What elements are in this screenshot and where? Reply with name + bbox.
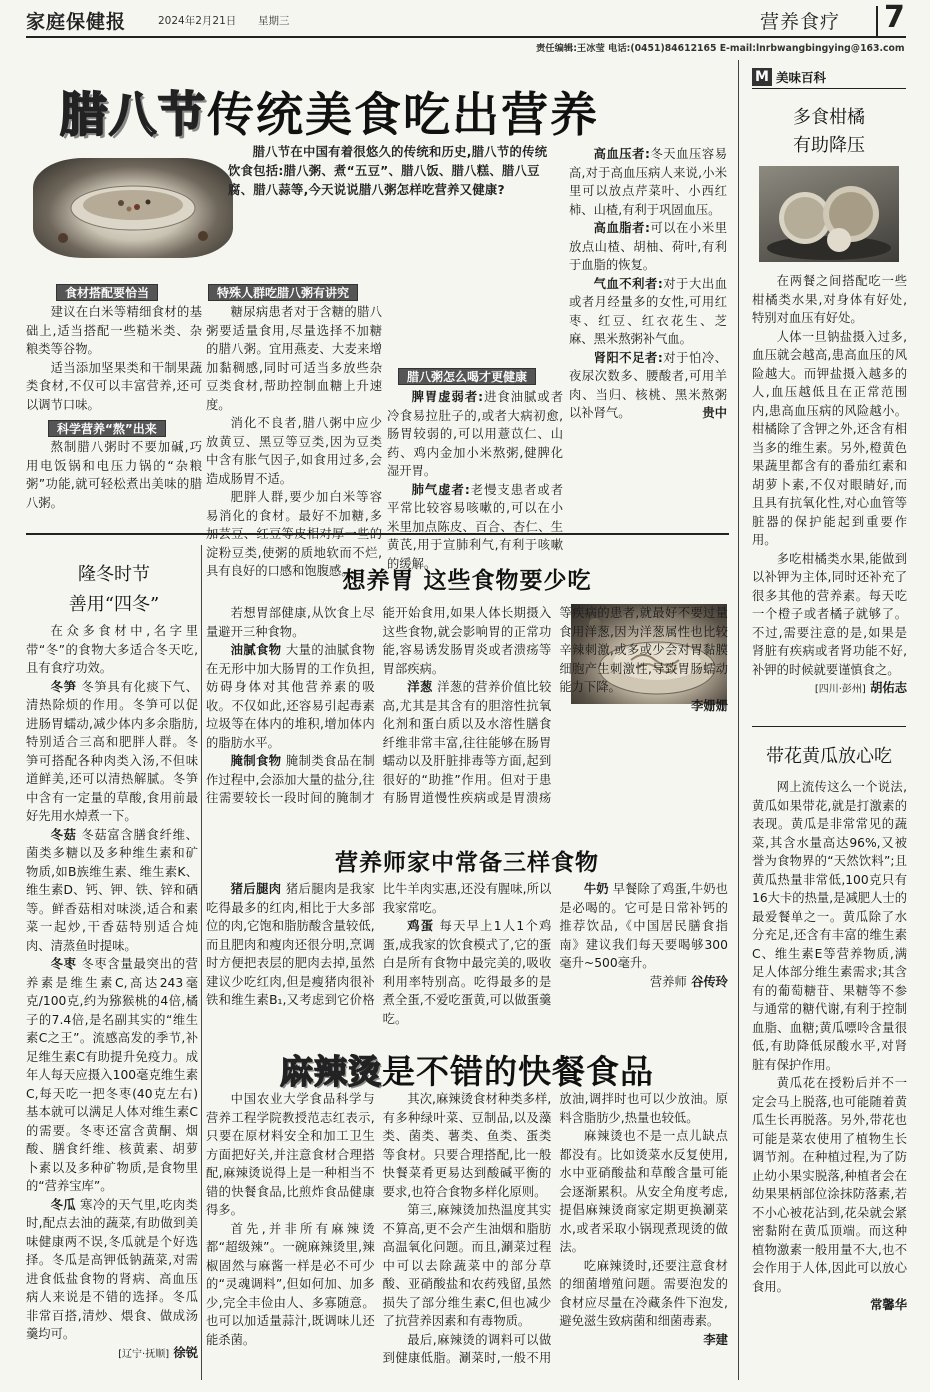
a3-p1: 在众多食材中,名字里带“冬”的食物大多适合冬天吃,且有食疗功效。 — [26, 624, 198, 675]
a2-p1: 在两餐之间搭配吃一些柑橘类水果,对身体有好处,特别对血压有好处。 — [752, 274, 907, 325]
a1-p11: 对于大出血或者月经量多的女性,可用红枣、红豆、红衣花生、芝麻、黑米熬粥补气血。 — [569, 276, 727, 346]
right-column-divider — [738, 60, 739, 1380]
a5-k3: 牛奶 — [583, 882, 609, 896]
a1-k12: 肾阳不足者: — [593, 350, 663, 365]
a5-role: 营养师 — [649, 974, 687, 989]
a5-p3: 早餐除了鸡蛋,牛奶也是必喝的。它可是日常补钙的推荐饮品,《中国居民膳食指南》建议我们每天要喝够300毫升~500毫升。 — [559, 882, 728, 970]
a5-k2: 鸡蛋 — [407, 919, 435, 933]
a3-k4: 冬枣 — [50, 957, 77, 971]
a4-author: 李姗姗 — [691, 698, 728, 713]
a1-tag-cooking: 科学营养“熬”出来 — [48, 420, 166, 437]
a1-col4 — [569, 145, 727, 525]
a4-p2: 大量的油腻食物在无形中加大肠胃的工作负担,妨碍身体对其他营养素的吸收。不仅如此,还容易引起毒素垃圾等在体内的堆积,增加体内的脂肪水平。 — [206, 643, 375, 750]
issue-date: 2024年2月21日 — [158, 15, 237, 27]
a2-bottom-rule — [752, 726, 906, 727]
a6-headline-rest: 是不错的快餐食品 — [382, 1052, 654, 1091]
a5-body — [206, 880, 728, 1042]
a3-k5: 冬瓜 — [50, 1197, 76, 1212]
a2-source: [四川·彭州] — [814, 684, 866, 695]
a3-source: [辽宁·抚顺] — [118, 1348, 170, 1360]
a1-p9: 冬天血压容易高,对于高血压病人来说,小米里可以放点芹菜叶、小西红柿、山楂,有利于巩固血压。 — [569, 147, 727, 217]
a7-p2: 黄瓜花在授粉后并不一定会马上脱落,也可能随着黄瓜生长再脱落。另外,带花也可能是菜农使用了植物生长调节剂。在种植过程,为了防止幼小果实脱落,种植者会在幼果果柄部位涂抹防落素,若不小心被花沾到,花朵就会紧密黏附在黄瓜顶端。而这种植物激素一般用量不大,也不会作用于人体,因此可以放心食用。 — [752, 1076, 907, 1294]
masthead — [0, 0, 930, 54]
a1-col3 — [387, 266, 563, 571]
a7-title: 带花黄瓜放心吃 — [766, 746, 892, 767]
a1-tag-how-to-drink: 腊八粥怎么喝才更健康 — [398, 368, 536, 385]
a1-k11: 气血不利者: — [593, 276, 663, 291]
congee-bowl-illustration — [33, 158, 233, 258]
a1-k10: 高血脂者: — [593, 221, 650, 235]
a6-p3: 其次,麻辣烫食材种类多样,有多种绿叶菜、豆制品,以及藻类、菌类、薯类、鱼类、蛋类等食材。只要合理搭配,比一般快餐菜肴更易达到酸碱平衡的要求,也符合食物多样化原则。 — [382, 1092, 552, 1199]
a5-k1: 猪后腿肉 — [230, 882, 282, 896]
a7-body — [752, 778, 907, 1378]
a3-p3: 冬菇富含膳食纤维、菌类多糖以及多种维生素和矿物质,如B族维生素、维生素K、维生素D、钙、钾、铁、锌和硒等。鲜香菇相对味淡,适合和素菜一起炒,干香菇特别适合炖肉、清蒸鱼时提味。 — [26, 827, 198, 953]
section-name: 营养食疗 — [760, 11, 841, 33]
a2-p2: 人体一旦钠盐摄入过多,血压就会越高,患高血压的风险越大。而钾盐摄入越多的人,血压越低且在正常范围内,患高血压病的风险越小。柑橘除了含钾之外,还含有相当多的维生素。另外,橙黄色果蔬里都含有的番茄红素和胡萝卜素,不仅对眼睛好,而且具有抗氧化性,对心血管等脏器的保护能起到重要作用。 — [752, 329, 907, 547]
a1-p10: 可以在小米里放点山楂、胡柚、荷叶,有利于血脂的恢复。 — [569, 221, 727, 272]
a6-author: 李建 — [703, 1332, 728, 1347]
a2-p3: 多吃柑橘类水果,能做到以补钾为主体,同时还补充了很多其他的营养素。每天吃一个橙子或者橘子就够了。不过,需要注意的是,如果是肾脏有疾病或者肾功能不好,补钾的时候就要谨慎食之。 — [752, 551, 907, 677]
a1-p2: 适当添加坚果类和干制果蔬类食材,不仅可以丰富营养,还可以调节口味。 — [26, 360, 202, 412]
a7-p1: 网上流传这么一个说法,黄瓜如果带花,就是打激素的表现。黄瓜是非常常见的蔬菜,其含水量高达96%,又被誉为食物界的“天然饮料”;且黄瓜热量非常低,100克只有16大卡的热量,是减肥人士的最爱餐单之一。黄瓜除了水分充足,还含有丰富的维生素C、维生素E等营养物质,满足人体部分维生素需求;其含有的葡萄糖苷、果糖等不参与通常的糖代谢,有利于控制血脂、血糖;黄瓜嘌呤含量很低,有助降低尿酸水平,对肾脏有保护作用。 — [752, 780, 907, 1072]
a4-k4: 洋葱 — [407, 680, 433, 694]
a3-body — [26, 622, 198, 1380]
a3-title-line1: 隆冬时节 — [78, 564, 150, 585]
a6-p1: 中国农业大学食品科学与营养工程学院教授范志红表示,只要在原材料安全和加工卫生方面把好关,并注意食材合理搭配,麻辣烫说得上是一种相当不错的快餐食品,比煎炸食品健康得多。 — [206, 1092, 375, 1217]
a6-headline — [206, 1046, 728, 1093]
a2-title — [752, 104, 906, 160]
a7-author: 常馨华 — [870, 1298, 907, 1312]
a1-lead: 腊八节在中国有着很悠久的传统和历史,腊八节的传统饮食包括:腊八粥、煮“五豆”、腊八饭、腊八糕、腊八豆腐、腊八蒜等,今天说说腊八粥怎样吃营养又健康? — [228, 145, 548, 197]
a1-p1: 建议在白米等精细食材的基础上,适当搭配一些糙米类、杂粮类等谷物。 — [26, 305, 202, 356]
a5-author: 谷传玲 — [691, 974, 728, 989]
a1-k7: 脾胃虚弱者: — [411, 390, 484, 404]
a1-p7: 进食油腻或者冷食易拉肚子的,或者大病初愈,肠胃较弱的,可以用薏苡仁、山药、鸡内金加小米熬粥,健脾化湿开胃。 — [387, 390, 563, 478]
a5-p1: 猪后腿肉是我家吃得最多的红肉,相比于大多部位的肉,它饱和脂肪酸含量较低,而且肥肉和瘦肉还很分明,烹调时方便把表层的肥肉去掉,虽然建议少吃红肉,但是瘦猪肉很补铁和维生素B₁,又考虑到它价格比牛羊肉实惠,还没有腥味,所以我家常吃。 — [206, 882, 552, 1007]
a5-p2: 每天早上1人1个鸡蛋,成我家的饮食模式了,它的蛋白是所有食物中最完美的,吸收利用率特别高。吃得最多的是煮全蛋,不爱吃蛋黄,可以做蛋羹吃。 — [382, 919, 552, 1026]
a1-tag-ingredients: 食材搭配要恰当 — [56, 284, 158, 301]
a1-p12: 对于怕冷、夜尿次数多、腰酸者,可用羊肉、当归、核桃、黑米熬粥以补肾气。 — [569, 350, 727, 420]
a2-title-line2: 有助降压 — [793, 135, 865, 156]
a1-k8: 肺气虚者: — [411, 482, 470, 497]
a4-title: 想养胃 这些食物要少吃 — [342, 567, 592, 594]
paper-name: 家庭保健报 — [26, 11, 127, 33]
a1-author: 贵中 — [702, 406, 727, 420]
column-header-rule — [752, 88, 906, 89]
a1-p3: 熬制腊八粥时不要加碱,巧用电饭锅和电压力锅的“杂粮粥”功能,就可轻松煮出美味的腊八粥。 — [26, 440, 202, 510]
a5-title: 营养师家中常备三样食物 — [335, 849, 599, 876]
oranges-illustration — [759, 166, 899, 262]
a6-p5: 最后,麻辣烫的调料可以做到健康低脂。涮菜时,一般不用放油,调拌时也可以少放油。原料含脂肪少,热量也较低。 — [382, 1092, 728, 1365]
a1-col1 — [26, 303, 202, 523]
a2-author: 胡佑志 — [870, 681, 907, 695]
column-name: 美味百科 — [776, 70, 827, 85]
a4-p3: 腌制类食品在制作过程中,会添加大量的盐分,往往需要较长一段时间的腌制才能开始食用,如果人体长期摄入这些食物,就会影响胃的正常功能,容易诱发肠胃炎或者溃疡等胃部疾病。 — [206, 606, 552, 805]
a4-p4: 洋葱的营养价值比较高,尤其是其含有的胆溶性抗氧化剂和蛋白质以及水溶性膳食纤维非常丰富,往往能够在肠胃蠕动以及肝脏排毒等方面,起到很好的“助推”作用。但对于患有肠胃道慢性疾病或是胃溃疡等疾病的患者,就最好不要过量食用洋葱,因为洋葱属性也比较辛辣刺激,或多或少会对胃黏膜细胞产生刺激性,导致胃肠蠕动能力下降。 — [382, 606, 728, 805]
a1-photo — [33, 158, 233, 258]
a6-p2: 首先,并非所有麻辣烫都“超级辣”。一碗麻辣烫里,辣椒固然与麻酱一样是必不可少的“灵魂调料”,但如何加、加多少,完全丰俭由人、多寡随意。也可以加适量蒜汁,既调味儿还能杀菌。 — [206, 1221, 375, 1347]
column-badge-icon: M — [752, 68, 772, 86]
masthead-rule — [26, 36, 906, 38]
a2-body — [752, 272, 907, 712]
a1-tag-special-groups: 特殊人群吃腊八粥有讲究 — [208, 284, 358, 301]
a1-headline-rest: 传统美食吃出营养 — [207, 88, 599, 143]
a1-p8: 老慢支患者或者平常比较容易咳嗽的,可以在小米里加点陈皮、百合、杏仁、生黄芪,用于宣肺利气,有利于咳嗽的缓解。 — [387, 482, 563, 571]
a4-body — [206, 604, 728, 820]
a1-bottom-rule — [26, 533, 729, 535]
section-divider — [876, 6, 878, 36]
a1-headline — [60, 78, 599, 145]
a1-headline-highlight: 腊八节 — [60, 88, 207, 143]
editor-line: 责任编辑:王冰莹 电话:(0451)84612165 E-mail:lnrbwangbingying@163.com — [536, 43, 905, 54]
a3-p4: 冬枣含量最突出的营养素是维生素C,高达243毫克/100克,约为猕猴桃的4倍,橘子的7.4倍,是名副其实的“维生素C之王”。流感高发的季节,补足维生素C有助提升免疫力。成年人每天应摄入100毫克维生素C,每天吃一把冬枣(40克左右)基本就可以满足人体对维生素C的需要。冬枣还富含黄酮、烟酸、膳食纤维、核黄素、胡萝卜素以及多种矿物质,是食物里的“营养宝库”。 — [26, 957, 198, 1193]
a1-p6: 肥胖人群,要少加白米等容易消化的食材。最好不加糖,多 淀粉豆类,使粥的质地软而不烂,具有良好的口感和饱腹感。 — [206, 490, 382, 578]
a3-p5: 寒冷的天气里,吃肉类时,配点去油的蔬菜,有助做到美味健康两不误,冬瓜就是个好选择。冬瓜是高钾低钠蔬菜,对需进食低盐食物的肾病、高血压病人来说是不错的选择。冬瓜非常百搭,清炒、煨食、做成汤羹均可。 — [26, 1197, 198, 1341]
a3-k2: 冬笋 — [50, 679, 77, 694]
a3-k3: 冬菇 — [50, 827, 77, 842]
a6-p4: 第三,麻辣烫加热温度其实不算高,更不会产生油烟和脂肪高温氧化问题。而且,涮菜过程中可以去除蔬菜中的部分草酸、亚硝酸盐和农药残留,虽然损失了部分维生素C,但也减少了抗营养因素和有毒物质。 — [382, 1203, 552, 1328]
issue-weekday: 星期三 — [258, 15, 290, 27]
a6-p7: 吃麻辣烫时,还要注意食材的细菌增殖问题。需要泡发的食材应尽量在冷藏条件下泡发,避免滋生致病菌和细菌毒素。 — [559, 1258, 728, 1328]
a1-col2 — [206, 303, 382, 578]
a4-p1: 若想胃部健康,从饮食上尽量避开三种食物。 — [206, 606, 375, 639]
a6-p6: 麻辣烫也不是一点儿缺点都没有。比如烫菜水反复使用,水中亚硝酸盐和草酸含量可能会逐渐累积。从安全角度考虑,提倡麻辣烫商家定期更换涮菜水,或者采取小锅现煮现烫的做法。 — [559, 1129, 728, 1254]
a2-photo — [759, 166, 899, 262]
a2-title-line1: 多食柑橘 — [793, 107, 865, 128]
a6-headline-highlight: 麻辣烫 — [280, 1052, 382, 1091]
a1-p5: 消化不良者,腊八粥中应少放黄豆、黑豆等豆类,因为豆类中含有胀气因子,如食用过多,会造成肠胃不适。 — [206, 416, 382, 486]
a3-title-line2: 善用“四冬” — [68, 594, 160, 615]
column-header — [752, 68, 826, 86]
left-column-divider — [201, 545, 202, 1380]
a3-author: 徐锐 — [173, 1345, 198, 1360]
a6-body — [206, 1090, 728, 1380]
a3-title — [26, 560, 202, 620]
a4-k3: 腌制食物 — [230, 754, 282, 768]
a1-p4: 糖尿病患者对于含糖的腊八粥要适量食用,尽量选择不加糖的腊八粥。宜用燕麦、大麦来增加黏稠感,同时可适当多放些杂豆类食材,帮助控制血糖上升速度。 — [206, 305, 382, 412]
a1-k9: 高血压者: — [593, 147, 650, 161]
page-number: 7 — [884, 0, 905, 35]
a3-p2: 冬笋具有化痰下气、清热除烦的作用。冬笋可以促进肠胃蠕动,减少体内多余脂肪,特别适合三高和肥胖人群。冬笋可搭配各种肉类入汤,不但味道鲜美,还可以清热解腻。冬笋中含有一定量的草酸,食用前最好先用水焯煮一下。 — [26, 679, 198, 823]
a4-k2: 油腻食物 — [230, 643, 282, 657]
